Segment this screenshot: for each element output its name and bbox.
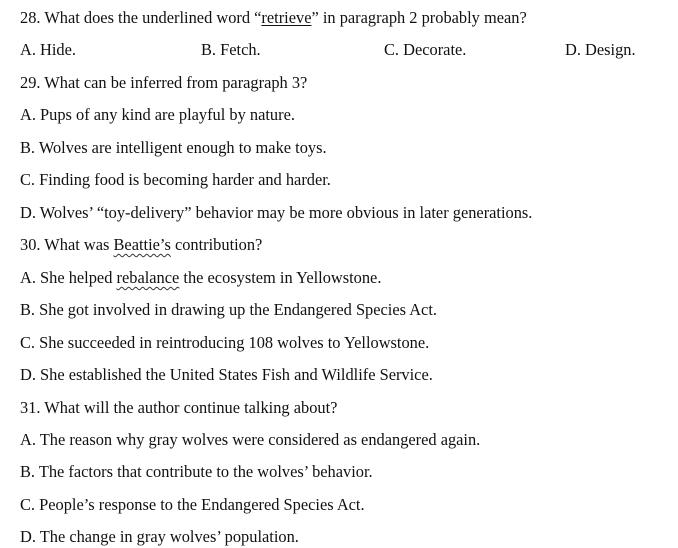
- question-30-option-a[interactable]: [20, 268, 381, 288]
- option-d[interactable]: D. Design.: [565, 40, 636, 59]
- question-30-option-d[interactable]: D. She established the United States Fish and Wildlife Service.: [20, 365, 433, 384]
- option-c[interactable]: C. Decorate.: [384, 40, 467, 59]
- question-30-stem: [20, 235, 262, 255]
- question-text-pre: What does the underlined word “: [44, 8, 262, 27]
- question-text-post: ” in paragraph 2 probably mean?: [311, 8, 527, 27]
- question-28-options: [20, 40, 660, 60]
- question-29-option-a[interactable]: A. Pups of any kind are playful by nature.: [20, 105, 295, 124]
- wavy-underlined-name: Beattie’s: [113, 235, 171, 254]
- underlined-word: retrieve: [261, 8, 312, 27]
- question-31-stem: 31. What will the author continue talking about?: [20, 398, 338, 417]
- question-28-stem: [20, 8, 527, 28]
- question-30-option-b[interactable]: B. She got involved in drawing up the Endangered Species Act.: [20, 300, 437, 319]
- question-29-stem: 29. What can be inferred from paragraph 3?: [20, 73, 308, 92]
- question-29-option-b[interactable]: B. Wolves are intelligent enough to make toys.: [20, 138, 327, 157]
- question-text-pre: 30. What was: [20, 235, 114, 254]
- option-a[interactable]: A. Hide.: [20, 40, 76, 59]
- option-b[interactable]: B. Fetch.: [201, 40, 261, 59]
- option-text-post: the ecosystem in Yellowstone.: [179, 268, 382, 287]
- question-text-post: contribution?: [170, 235, 263, 254]
- question-number: 28.: [20, 8, 41, 27]
- question-31-option-c[interactable]: C. People’s response to the Endangered Species Act.: [20, 495, 365, 514]
- question-29-option-c[interactable]: C. Finding food is becoming harder and harder.: [20, 170, 331, 189]
- wavy-underlined-word: rebalance: [116, 268, 180, 287]
- question-30-option-c[interactable]: C. She succeeded in reintroducing 108 wolves to Yellowstone.: [20, 333, 430, 352]
- question-31-option-d[interactable]: D. The change in gray wolves’ population.: [20, 527, 299, 546]
- question-29-option-d[interactable]: D. Wolves’ “toy-delivery” behavior may be more obvious in later generations.: [20, 203, 533, 222]
- question-31-option-b[interactable]: B. The factors that contribute to the wolves’ behavior.: [20, 462, 373, 481]
- question-31-option-a[interactable]: A. The reason why gray wolves were considered as endangered again.: [20, 430, 481, 449]
- option-text-pre: A. She helped: [20, 268, 117, 287]
